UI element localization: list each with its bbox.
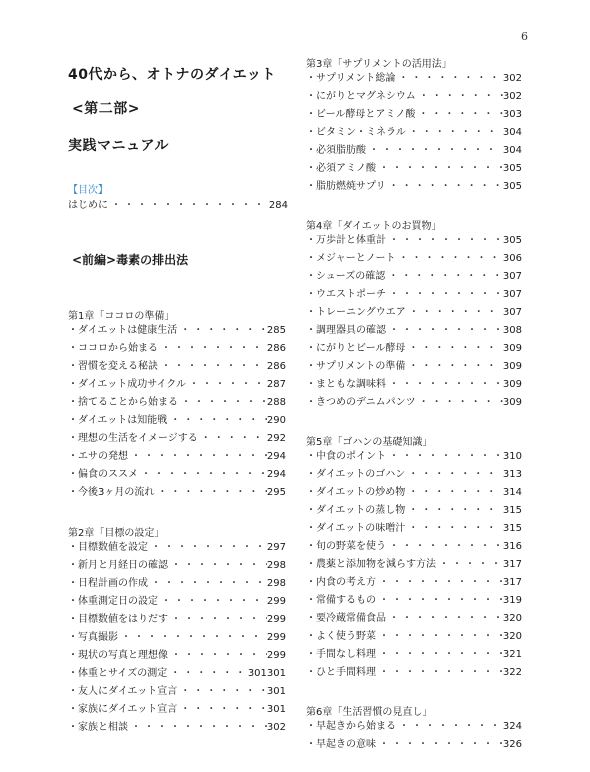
entry-text: ・日程計画の作成 xyxy=(68,578,148,589)
leader-dots xyxy=(386,178,503,196)
leader-dots xyxy=(128,719,267,737)
leader-dots xyxy=(168,647,267,665)
toc-label: 【目次】 xyxy=(68,185,108,196)
toc-entry[interactable] xyxy=(68,394,286,412)
toc-entry[interactable] xyxy=(68,593,286,611)
leader-dots xyxy=(386,448,503,466)
entry-page: 301301 xyxy=(247,668,286,679)
leader-dots xyxy=(405,466,503,484)
entry-text: はじめに xyxy=(68,200,108,211)
entry-text: ・ビタミン・ミネラル xyxy=(306,127,406,138)
toc-entry[interactable] xyxy=(306,286,522,304)
toc-entry[interactable] xyxy=(306,502,522,520)
entry-text: ・サプリメント総論 xyxy=(306,73,396,84)
toc-entry[interactable] xyxy=(306,484,522,502)
entry-page: 286 xyxy=(266,343,286,354)
entry-page: 316 xyxy=(502,541,522,552)
entry-page: 317 xyxy=(502,559,522,570)
entry-page: 299 xyxy=(266,650,286,661)
leader-dots xyxy=(108,197,269,215)
entry-text: ・体重測定日の設定 xyxy=(68,596,158,607)
subtitle: 実践マニュアル xyxy=(68,138,169,154)
entry-text: ・必須アミノ酸 xyxy=(306,163,376,174)
toc-entry[interactable] xyxy=(306,268,522,286)
toc-entry[interactable] xyxy=(306,610,522,628)
toc-entry[interactable] xyxy=(306,556,522,574)
entry-text: ・ダイエットは知能戦 xyxy=(68,415,168,426)
entry-text: ・ダイエットの味噌汁 xyxy=(306,523,406,534)
chapter-3-title: 第3章「サプリメントの活用法」 xyxy=(306,59,452,70)
entry-text: ・ひと手間料理 xyxy=(306,667,376,678)
toc-entry[interactable] xyxy=(306,232,522,250)
toc-entry[interactable] xyxy=(306,340,522,358)
entry-page: 298 xyxy=(266,560,286,571)
entry-text: ・ダイエットの蒸し物 xyxy=(306,505,406,516)
entry-text: ・シューズの確認 xyxy=(306,271,386,282)
entry-text: ・万歩計と体重計 xyxy=(306,235,386,246)
leader-dots xyxy=(186,376,267,394)
entry-text: ・よく使う野菜 xyxy=(306,631,376,642)
entry-text: ・にがりとマグネシウム xyxy=(306,91,416,102)
entry-text: ・農薬と添加物を減らす方法 xyxy=(306,559,436,570)
entry-text: ・家族にダイエット宣言 xyxy=(68,704,178,715)
entry-text: ・早起きから始まる xyxy=(306,721,396,732)
toc-entry[interactable] xyxy=(306,160,522,178)
entry-page: 308 xyxy=(502,325,522,336)
toc-entry[interactable] xyxy=(68,466,286,484)
entry-page: 309 xyxy=(502,397,522,408)
leader-dots xyxy=(415,106,503,124)
leader-dots xyxy=(198,430,267,448)
leader-dots xyxy=(118,629,267,647)
leader-dots xyxy=(154,484,267,502)
entry-text: ・理想の生活をイメージする xyxy=(68,433,198,444)
leader-dots xyxy=(386,286,503,304)
entry-text: ・メジャーとノート xyxy=(306,253,396,264)
leader-dots xyxy=(376,574,503,592)
entry-text: ・目標数値を設定 xyxy=(68,542,148,553)
toc-entry[interactable] xyxy=(306,520,522,538)
part-heading: <第二部> xyxy=(72,101,140,117)
leader-dots xyxy=(405,520,503,538)
chapter-5-title: 第5章「ゴハンの基礎知識」 xyxy=(306,437,433,448)
leader-dots xyxy=(148,539,267,557)
entry-page: 299 xyxy=(266,632,286,643)
entry-page: 306 xyxy=(502,253,522,264)
entry-page: 305 xyxy=(502,181,522,192)
entry-page: 305 xyxy=(502,235,522,246)
leader-dots xyxy=(177,683,267,701)
entry-page: 292 xyxy=(266,433,286,444)
entry-text: ・早起きの意味 xyxy=(306,739,376,750)
entry-page: 326 xyxy=(502,739,522,750)
leader-dots xyxy=(405,358,503,376)
entry-page: 299 xyxy=(266,596,286,607)
entry-page: 322 xyxy=(502,667,522,678)
entry-page: 301 xyxy=(266,686,286,697)
leader-dots xyxy=(376,736,503,754)
toc-entry[interactable] xyxy=(306,718,522,736)
entry-page: 294 xyxy=(266,451,286,462)
entry-text: ・写真撮影 xyxy=(68,632,118,643)
leader-dots xyxy=(177,322,267,340)
entry-text: ・習慣を変える秘訣 xyxy=(68,361,158,372)
toc-entry[interactable] xyxy=(306,736,522,754)
entry-text: ・現状の写真と理想像 xyxy=(68,650,168,661)
entry-page: 295 xyxy=(266,487,286,498)
toc-entry[interactable] xyxy=(68,430,286,448)
entry-text: ・エサの発想 xyxy=(68,451,128,462)
toc-entry[interactable] xyxy=(306,142,522,160)
toc-entry[interactable] xyxy=(68,484,286,502)
toc-entry[interactable] xyxy=(68,358,286,376)
toc-entry[interactable] xyxy=(306,322,522,340)
toc-entry[interactable] xyxy=(68,575,286,593)
leader-dots xyxy=(376,592,503,610)
page-number: 6 xyxy=(521,30,528,43)
toc-entry[interactable] xyxy=(306,628,522,646)
entry-page: 290 xyxy=(266,415,286,426)
entry-text: ・脂肪燃焼サプリ xyxy=(306,181,386,192)
toc-entry[interactable] xyxy=(68,322,286,340)
entry-text: ・トレーニングウエア xyxy=(306,307,406,318)
toc-entry[interactable] xyxy=(68,376,286,394)
entry-page: 302 xyxy=(502,91,522,102)
entry-text: ・調理器具の確認 xyxy=(306,325,386,336)
entry-text: ・ダイエットの炒め物 xyxy=(306,487,406,498)
entry-page: 309 xyxy=(502,361,522,372)
entry-page: 309 xyxy=(502,343,522,354)
leader-dots xyxy=(395,70,503,88)
entry-page: 313 xyxy=(502,469,522,480)
entry-page: 294 xyxy=(266,469,286,480)
leader-dots xyxy=(386,538,503,556)
entry-page: 315 xyxy=(502,505,522,516)
entry-page: 320 xyxy=(502,613,522,624)
entry-page: 304 xyxy=(502,145,522,156)
entry-page: 309 xyxy=(502,379,522,390)
entry-text: ・友人にダイエット宣言 xyxy=(68,686,178,697)
leader-dots xyxy=(168,611,267,629)
leader-dots xyxy=(376,628,503,646)
entry-text: ・新月と月経日の確認 xyxy=(68,560,168,571)
entry-text: ・体重とサイズの測定 xyxy=(68,668,168,679)
leader-dots xyxy=(167,412,267,430)
toc-entry[interactable] xyxy=(306,88,522,106)
entry-text: ・必須脂肪酸 xyxy=(306,145,366,156)
entry-page: 303 xyxy=(502,109,522,120)
toc-entry[interactable] xyxy=(306,358,522,376)
toc-entry[interactable] xyxy=(306,394,522,412)
toc-entry[interactable] xyxy=(306,106,522,124)
toc-entry[interactable] xyxy=(306,178,522,196)
leader-dots xyxy=(416,394,503,412)
entry-page: 299 xyxy=(266,614,286,625)
entry-text: ・捨てることから始まる xyxy=(68,397,178,408)
toc-entry[interactable] xyxy=(68,665,286,683)
entry-page: 298 xyxy=(266,578,286,589)
entry-text: ・偏食のススメ xyxy=(68,469,138,480)
entry-text: ・ダイエットは健康生活 xyxy=(68,325,178,336)
leader-dots xyxy=(376,664,503,682)
leader-dots xyxy=(406,304,503,322)
entry-text: ・にがりとビール酵母 xyxy=(306,343,406,354)
entry-text: ・今後3ヶ月の流れ xyxy=(68,487,155,498)
leader-dots xyxy=(138,466,267,484)
entry-text: ・常備するもの xyxy=(306,595,376,606)
leader-dots xyxy=(385,268,503,286)
entry-text: ・中食のポイント xyxy=(306,451,386,462)
entry-text: ・ダイエット成功サイクル xyxy=(68,379,186,390)
toc-entry[interactable] xyxy=(306,124,522,142)
leader-dots xyxy=(405,502,503,520)
entry-text: ・サプリメントの準備 xyxy=(306,361,406,372)
toc-entry[interactable] xyxy=(306,646,522,664)
entry-page: 310 xyxy=(502,451,522,462)
entry-text: ・ココロから始まる xyxy=(68,343,158,354)
leader-dots xyxy=(396,718,503,736)
chapter-4-title: 第4章「ダイエットのお買物」 xyxy=(306,221,442,232)
entry-text: ・目標数値をはりだす xyxy=(68,614,168,625)
leader-dots xyxy=(386,376,503,394)
toc-entry[interactable] xyxy=(306,70,522,88)
leader-dots xyxy=(158,358,267,376)
entry-page: 307 xyxy=(502,271,522,282)
toc-entry[interactable] xyxy=(68,701,286,719)
entry-page: 315 xyxy=(502,523,522,534)
leader-dots xyxy=(167,665,248,683)
entry-page: 321 xyxy=(502,649,522,660)
toc-entry[interactable] xyxy=(306,592,522,610)
entry-text: ・まともな調味料 xyxy=(306,379,386,390)
toc-entry[interactable] xyxy=(306,250,522,268)
leader-dots xyxy=(178,394,267,412)
entry-page: 297 xyxy=(266,542,286,553)
chapter-1-title: 第1章「ココロの準備」 xyxy=(68,311,175,322)
entry-page: 287 xyxy=(266,379,286,390)
leader-dots xyxy=(416,88,503,106)
entry-page: 305 xyxy=(502,163,522,174)
entry-page: 314 xyxy=(502,487,522,498)
entry-page: 285 xyxy=(266,325,286,336)
entry-page: 302 xyxy=(266,722,286,733)
entry-page: 307 xyxy=(502,307,522,318)
leader-dots xyxy=(376,160,503,178)
toc-entry[interactable] xyxy=(306,376,522,394)
entry-text: ・家族と相談 xyxy=(68,722,128,733)
entry-page: 307 xyxy=(502,289,522,300)
toc-entry[interactable] xyxy=(68,448,286,466)
leader-dots xyxy=(177,701,267,719)
entry-text: ・きつめのデニムパンツ xyxy=(306,397,416,408)
entry-text: ・旬の野菜を使う xyxy=(306,541,386,552)
entry-page: 320 xyxy=(502,631,522,642)
leader-dots xyxy=(376,646,503,664)
leader-dots xyxy=(158,340,267,358)
entry-page: 302 xyxy=(502,73,522,84)
chapter-2-title: 第2章「目標の設定」 xyxy=(68,528,165,539)
leader-dots xyxy=(405,340,503,358)
leader-dots xyxy=(366,142,503,160)
leader-dots xyxy=(396,250,503,268)
toc-entry[interactable] xyxy=(68,340,286,358)
toc-entry[interactable] xyxy=(68,683,286,701)
entry-text: ・内食の考え方 xyxy=(306,577,376,588)
entry-page: 286 xyxy=(266,361,286,372)
leader-dots xyxy=(406,124,503,142)
toc-entry[interactable] xyxy=(68,629,286,647)
entry-page: 301 xyxy=(266,704,286,715)
entry-page: 317 xyxy=(502,577,522,588)
toc-entry[interactable] xyxy=(68,539,286,557)
entry-page: 304 xyxy=(502,127,522,138)
entry-text: ・ウエストポーチ xyxy=(306,289,386,300)
book-title: 40代から、オトナのダイエット xyxy=(68,67,276,83)
toc-entry[interactable] xyxy=(68,719,286,737)
entry-text: ・ビール酵母とアミノ酸 xyxy=(306,109,416,120)
entry-page: 284 xyxy=(268,200,288,211)
toc-entry[interactable] xyxy=(306,538,522,556)
toc-entry-intro[interactable] xyxy=(68,197,288,215)
toc-entry[interactable] xyxy=(68,647,286,665)
section-heading: <前編>毒素の排出法 xyxy=(72,253,189,267)
leader-dots xyxy=(148,575,267,593)
leader-dots xyxy=(405,484,503,502)
toc-entry[interactable] xyxy=(68,611,286,629)
leader-dots xyxy=(386,232,503,250)
toc-entry[interactable] xyxy=(306,664,522,682)
entry-text: ・手間なし料理 xyxy=(306,649,376,660)
toc-entry[interactable] xyxy=(306,304,522,322)
leader-dots xyxy=(386,610,503,628)
leader-dots xyxy=(436,556,503,574)
toc-entry[interactable] xyxy=(306,448,522,466)
toc-entry[interactable] xyxy=(306,466,522,484)
leader-dots xyxy=(158,593,267,611)
entry-text: ・要冷蔵常備食品 xyxy=(306,613,386,624)
entry-page: 319 xyxy=(502,595,522,606)
toc-entry[interactable] xyxy=(306,574,522,592)
entry-page: 324 xyxy=(502,721,522,732)
leader-dots xyxy=(168,557,267,575)
entry-page: 288 xyxy=(266,397,286,408)
leader-dots xyxy=(386,322,503,340)
toc-entry[interactable] xyxy=(68,412,286,430)
toc-entry[interactable] xyxy=(68,557,286,575)
leader-dots xyxy=(128,448,267,466)
chapter-6-title: 第6章「生活習慣の見直し」 xyxy=(306,707,433,718)
entry-text: ・ダイエットのゴハン xyxy=(306,469,406,480)
